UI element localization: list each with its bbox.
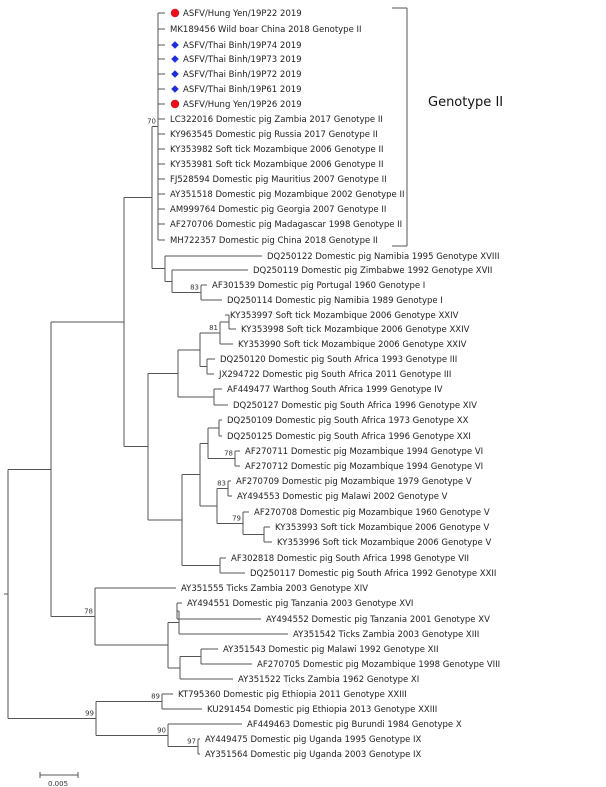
taxon-label: ASFV/Thai Binh/19P73 2019 (183, 55, 302, 65)
taxon-label: MK189456 Wild boar China 2018 Genotype II (170, 25, 362, 35)
taxon-label: FJ528594 Domestic pig Mauritius 2007 Genotype II (170, 175, 387, 185)
bootstrap-value: 70 (147, 117, 156, 126)
blue-diamond-marker-icon (171, 85, 179, 93)
taxon-label: KY353996 Soft tick Mozambique 2006 Genotype V (277, 538, 492, 548)
taxon-label: AY351564 Domestic pig Uganda 2003 Genotype IX (205, 750, 422, 760)
taxon-label: KY963545 Domestic pig Russia 2017 Genotype II (170, 130, 378, 140)
taxon-label: KT795360 Domestic pig Ethiopia 2011 Genotype XXIII (178, 690, 407, 700)
taxon-label: ASFV/Thai Binh/19P61 2019 (183, 85, 302, 95)
taxon-labels (170, 9, 500, 760)
taxon-label: AY351522 Ticks Zambia 1962 Genotype XI (238, 675, 420, 685)
taxon-label: DQ250127 Domestic pig South Africa 1996 Genotype XIV (233, 401, 477, 411)
taxon-label: AF270705 Domestic pig Mozambique 1998 Genotype VIII (257, 660, 501, 670)
taxon-label: AF449477 Warthog South Africa 1999 Genotype IV (227, 385, 443, 395)
genotype-ii-bracket (392, 8, 407, 246)
bootstrap-value: 90 (157, 726, 166, 735)
taxon-label: ASFV/Hung Yen/19P26 2019 (183, 100, 302, 110)
taxon-label: AY351543 Domestic pig Malawi 1992 Genotype XII (223, 645, 439, 655)
bootstrap-value: 79 (232, 514, 241, 523)
blue-diamond-marker-icon (171, 70, 179, 78)
taxon-label: DQ250125 Domestic pig South Africa 1996 Genotype XXI (227, 432, 471, 442)
taxon-label: AY494551 Domestic pig Tanzania 2003 Genotype XVI (187, 599, 414, 609)
bootstrap-value: 99 (85, 709, 94, 718)
taxon-label: AF449463 Domestic pig Burundi 1984 Genotype X (247, 720, 462, 730)
taxon-label: KY353998 Soft tick Mozambique 2006 Genotype XXIV (241, 325, 470, 335)
taxon-label: KY353990 Soft tick Mozambique 2006 Genotype XXIV (238, 340, 467, 350)
taxon-label: KY353993 Soft tick Mozambique 2006 Genotype V (275, 523, 490, 533)
scale-bar (40, 772, 78, 778)
taxon-label: AF270709 Domestic pig Mozambique 1979 Genotype V (236, 477, 472, 487)
taxon-label: MH722357 Domestic pig China 2018 Genotype II (170, 236, 378, 246)
taxon-label: AF270711 Domestic pig Mozambique 1994 Genotype VI (245, 447, 484, 457)
red-circle-marker-icon (171, 9, 179, 17)
taxon-label: AY351518 Domestic pig Mozambique 2002 Genotype II (170, 190, 405, 200)
blue-diamond-marker-icon (171, 41, 179, 49)
taxon-label: AY351542 Ticks Zambia 2003 Genotype XIII (293, 630, 480, 640)
taxon-label: KY353997 Soft tick Mozambique 2006 Genotype XXIV (230, 311, 459, 321)
taxon-label: AY449475 Domestic pig Uganda 1995 Genotype IX (205, 735, 422, 745)
bootstrap-value: 89 (151, 692, 160, 701)
taxon-label: ASFV/Thai Binh/19P74 2019 (183, 41, 302, 51)
taxon-label: AF302818 Domestic pig South Africa 1998 Genotype VII (231, 554, 470, 564)
taxon-label: DQ250120 Domestic pig South Africa 1993 Genotype III (220, 355, 458, 365)
taxon-label: AF270706 Domestic pig Madagascar 1998 Genotype II (170, 220, 403, 230)
blue-diamond-marker-icon (171, 55, 179, 63)
scale-bar-label: 0.005 (48, 780, 69, 787)
bootstrap-value: 97 (187, 737, 196, 746)
taxon-markers (171, 9, 179, 108)
bootstrap-value: 78 (84, 607, 93, 616)
taxon-label: KY353982 Soft tick Mozambique 2006 Genotype II (170, 145, 384, 155)
taxon-label: KU291454 Domestic pig Ethiopia 2013 Genotype XXIII (207, 705, 438, 715)
taxon-label: DQ250114 Domestic pig Namibia 1989 Genotype I (227, 296, 443, 306)
taxon-label: AY351555 Ticks Zambia 2003 Genotype XIV (181, 584, 369, 594)
bootstrap-value: 83 (190, 283, 199, 292)
taxon-label: KY353981 Soft tick Mozambique 2006 Genotype II (170, 160, 384, 170)
taxon-label: DQ250119 Domestic pig Zimbabwe 1992 Genotype XVII (253, 266, 493, 276)
taxon-label: JX294722 Domestic pig South Africa 2011 Genotype III (219, 370, 452, 380)
taxon-label: AM999764 Domestic pig Georgia 2007 Genotype II (170, 205, 387, 215)
taxon-label: AY494553 Domestic pig Malawi 2002 Genotype V (237, 492, 448, 502)
red-circle-marker-icon (171, 100, 179, 108)
bootstrap-value: 83 (217, 479, 226, 488)
taxon-label: AF301539 Domestic pig Portugal 1960 Genotype I (212, 281, 426, 291)
taxon-label: DQ250109 Domestic pig South Africa 1973 Genotype XX (227, 416, 469, 426)
taxon-label: ASFV/Hung Yen/19P22 2019 (183, 9, 302, 19)
taxon-label: DQ250122 Domestic pig Namibia 1995 Genotype XVIII (267, 252, 500, 262)
taxon-label: LC322016 Domestic pig Zambia 2017 Genotype II (170, 115, 383, 125)
taxon-label: AF270708 Domestic pig Mozambique 1960 Genotype V (254, 508, 490, 518)
bootstrap-value: 78 (224, 449, 233, 458)
genotype-ii-label: Genotype II (428, 95, 504, 110)
taxon-label: AF270712 Domestic pig Mozambique 1994 Genotype VI (245, 462, 484, 472)
taxon-label: ASFV/Thai Binh/19P72 2019 (183, 70, 302, 80)
taxon-label: DQ250117 Domestic pig South Africa 1992 Genotype XXII (250, 569, 497, 579)
bootstrap-value: 81 (209, 324, 218, 332)
taxon-label: AY494552 Domestic pig Tanzania 2001 Genotype XV (266, 615, 490, 625)
